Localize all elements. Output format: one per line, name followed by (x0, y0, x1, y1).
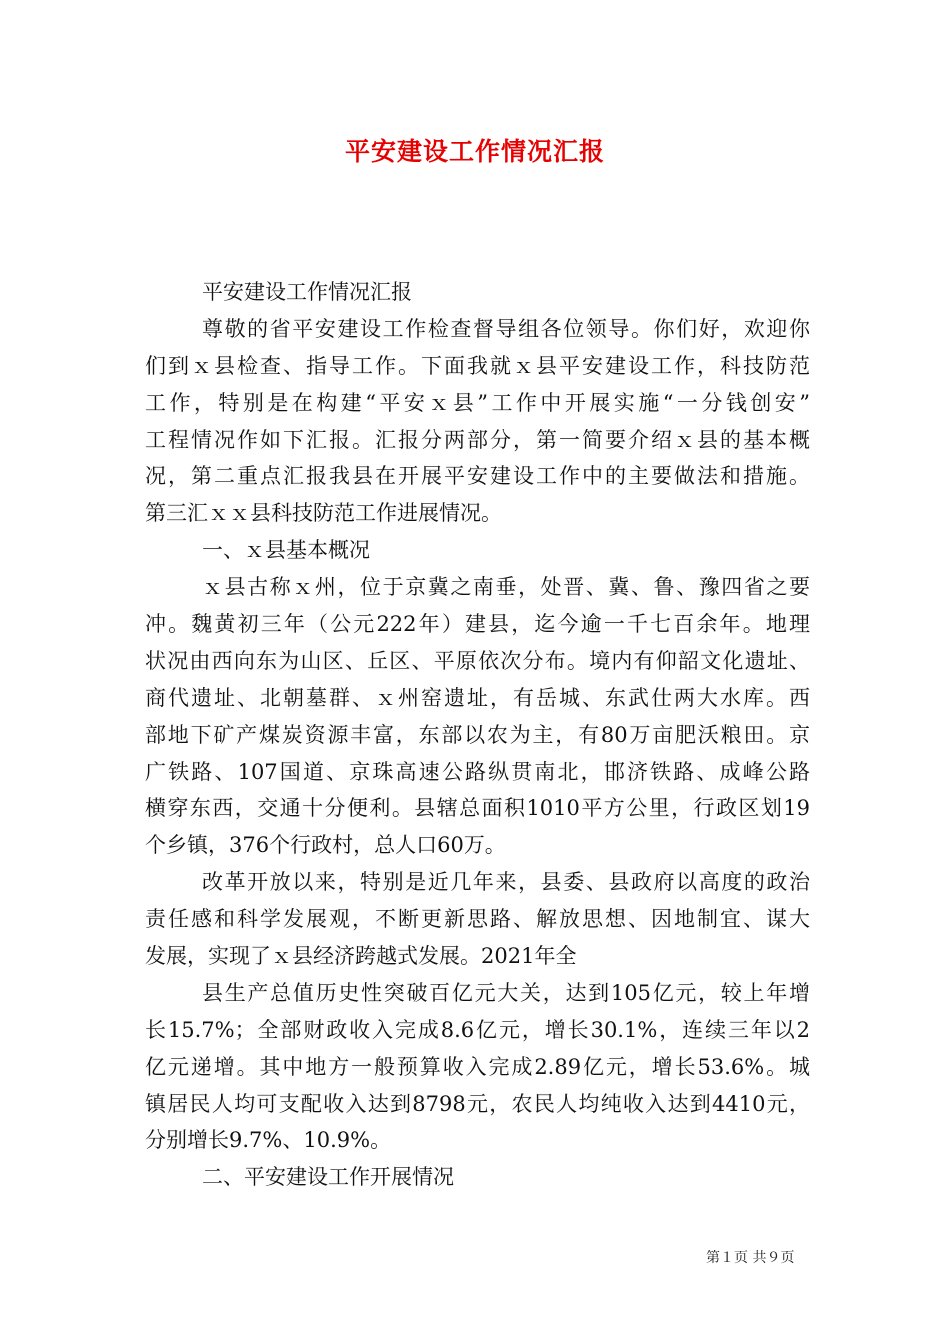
text-line: 横穿东西，交通十分便利。县辖总面积1010平方公里，行政区划19 (145, 796, 810, 821)
text-line: 亿元递增。其中地方一般预算收入完成2.89亿元，增长53.6%。城 (145, 1054, 810, 1079)
text-line: 商代遗址、北朝墓群、ｘ州窑遗址，有岳城、东武仕两大水库。西 (145, 685, 810, 710)
text-line: 二、平安建设工作开展情况 (202, 1165, 454, 1190)
text-line: 镇居民人均可支配收入达到8798元，农民人均纯收入达到4410元， (145, 1091, 810, 1116)
text-line: 县生产总值历史性突破百亿元大关，达到105亿元，较上年增 (202, 980, 810, 1005)
text-line: 第三汇ｘｘ县科技防范工作进展情况。 (145, 501, 502, 526)
text-line: 工程情况作如下汇报。汇报分两部分，第一简要介绍ｘ县的基本概 (145, 427, 810, 452)
text-line: 冲。魏黄初三年（公元222年）建县，迄今逾一千七百余年。地理 (145, 612, 810, 637)
text-line: 况，第二重点汇报我县在开展平安建设工作中的主要做法和措施。 (145, 464, 810, 489)
text-line: 个乡镇，376个行政村，总人口60万。 (145, 833, 506, 858)
text-line: 们到ｘ县检查、指导工作。下面我就ｘ县平安建设工作，科技防范 (145, 353, 810, 378)
text-line: 工作，特别是在构建“平安ｘ县”工作中开展实施“一分钱创安” (145, 390, 810, 415)
text-line: 长15.7%；全部财政收入完成8.6亿元，增长30.1%，连续三年以2 (145, 1017, 810, 1042)
text-line: 尊敬的省平安建设工作检查督导组各位领导。你们好，欢迎你 (202, 316, 810, 341)
text-line: 状况由西向东为山区、丘区、平原依次分布。境内有仰韶文化遗址、 (145, 648, 810, 673)
text-line: 平安建设工作情况汇报 (202, 280, 412, 304)
text-line: ｘ县古称ｘ州，位于京冀之南垂，处晋、冀、鲁、豫四省之要 (202, 575, 810, 600)
text-line: 部地下矿产煤炭资源丰富，东部以农为主，有80万亩肥沃粮田。京 (145, 722, 810, 747)
text-line: 责任感和科学发展观，不断更新思路、解放思想、因地制宜、谋大 (145, 907, 810, 932)
text-line: 广铁路、107国道、京珠高速公路纵贯南北，邯济铁路、成峰公路 (145, 759, 810, 784)
document-title: 平安建设工作情况汇报 (344, 137, 605, 166)
document-body (145, 274, 810, 1196)
text-line: 一、ｘ县基本概况 (202, 538, 370, 563)
text-line: 分别增长9.7%、10.9%。 (145, 1128, 392, 1153)
text-line: 发展，实现了ｘ县经济跨越式发展。2021年全 (145, 944, 577, 969)
text-line: 改革开放以来，特别是近几年来，县委、县政府以高度的政治 (202, 870, 810, 895)
page-number: 第１页 共９页 (706, 1250, 795, 1266)
